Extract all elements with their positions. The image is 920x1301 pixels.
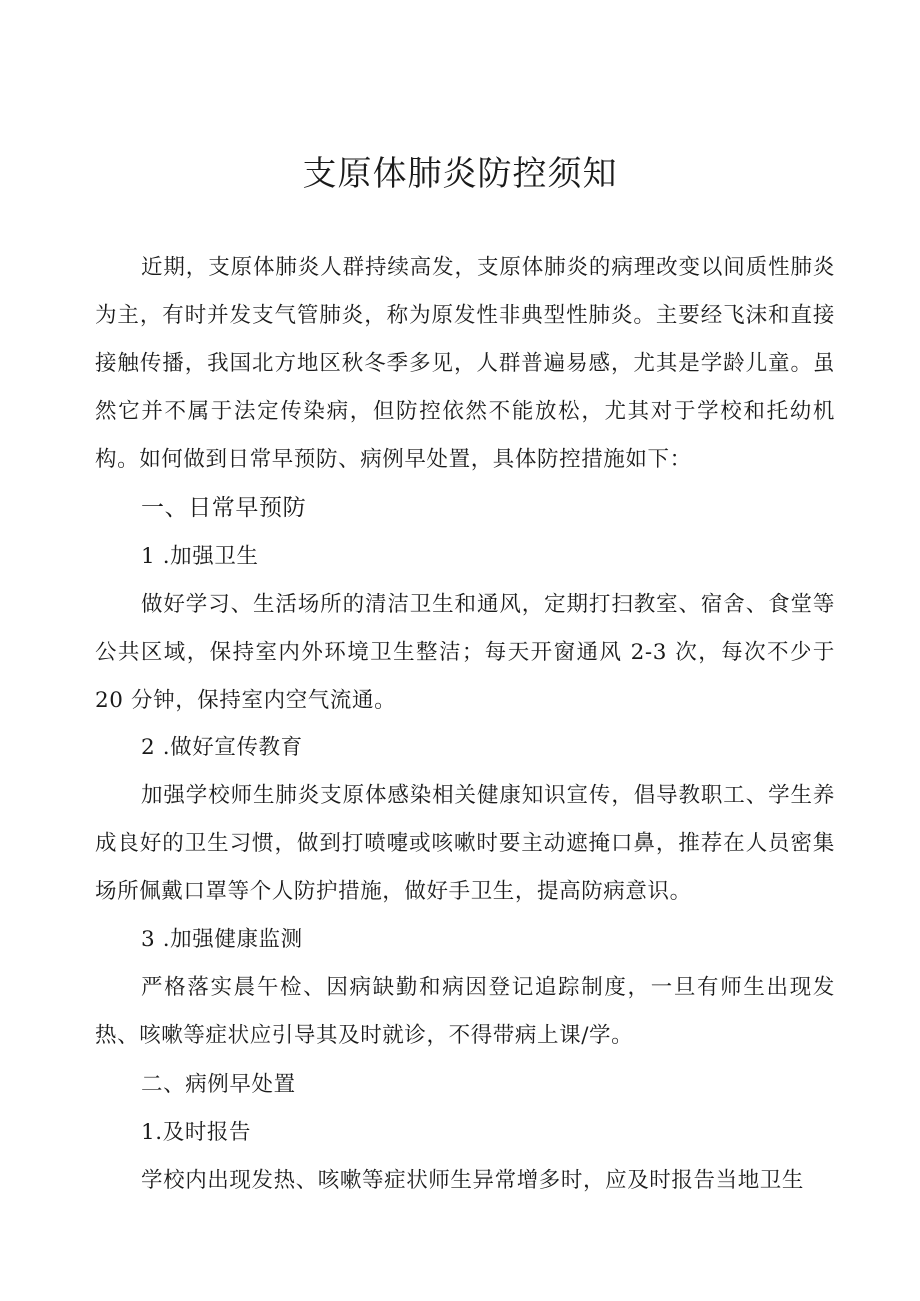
intro-paragraph: 近期，支原体肺炎人群持续高发，支原体肺炎的病理改变以间质性肺炎为主，有时并发支气管肺炎，称为原发性非典型性肺炎。主要经飞沫和直接接触传播，我国北方地区秋冬季多见，人群普遍易感，尤其是学龄儿童。虽然它并不属于法定传染病，但防控依然不能放松，尤其对于学校和托幼机构。如何做到日常早预防、病例早处置，具体防控措施如下：	[95, 255, 835, 472]
section1-item2-body: 加强学校师生肺炎支原体感染相关健康知识宣传，倡导教职工、学生养成良好的卫生习惯，做到打喷嚏或咳嗽时要主动遮掩口鼻，推荐在人员密集场所佩戴口罩等个人防护措施，做好手卫生，提高防病意识。	[95, 783, 835, 904]
document-title: 支原体肺炎防控须知	[302, 154, 618, 194]
section1-heading: 一、日常早预防	[141, 495, 307, 521]
section1-item1-body: 做好学习、生活场所的清洁卫生和通风，定期打扫教室、宿舍、食堂等公共区域，保持室内外环境卫生整洁；每天开窗通风 2-3 次，每次不少于 20 分钟，保持室内空气流通。	[95, 592, 835, 713]
section1-item1-heading: 1 .加强卫生	[141, 544, 259, 569]
section1-item3-heading: 3 .加强健康监测	[141, 927, 303, 952]
section2-item1-body: 学校内出现发热、咳嗽等症状师生异常增多时，应及时报告当地卫生	[141, 1168, 805, 1193]
section2-heading: 二、病例早处置	[141, 1072, 296, 1097]
section1-item2-heading: 2 .做好宣传教育	[141, 735, 303, 760]
section2-item1-heading: 1.及时报告	[141, 1120, 252, 1145]
section1-item3-body: 严格落实晨午检、因病缺勤和病因登记追踪制度，一旦有师生出现发热、咳嗽等症状应引导其及时就诊，不得带病上课/学。	[95, 975, 835, 1048]
